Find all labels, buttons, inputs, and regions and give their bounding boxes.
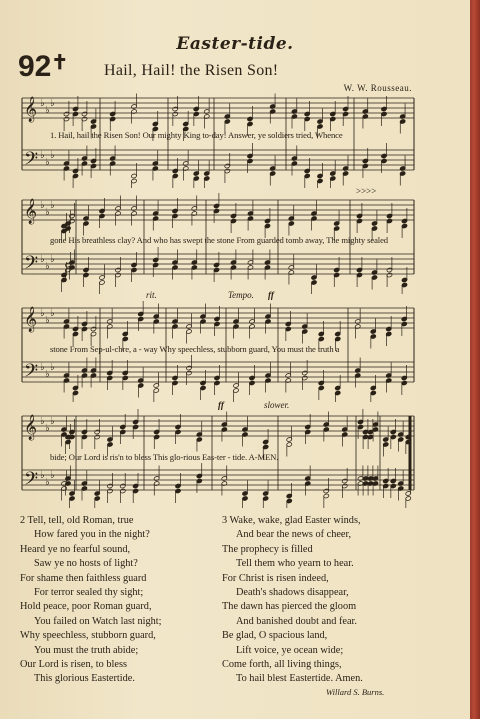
verse-line: How fared you in the night? — [34, 529, 150, 541]
hymn-number: 92✝ — [18, 50, 69, 83]
svg-text:𝄢: 𝄢 — [24, 149, 39, 174]
verse-line: You must the truth abide; — [34, 644, 139, 656]
verse-line: The prophecy is filled — [222, 543, 313, 555]
dynamic-ff: ff — [218, 400, 224, 410]
svg-text:♭: ♭ — [45, 423, 50, 434]
verse-line: This glorious Eastertide. — [34, 673, 135, 685]
svg-text:𝄢: 𝄢 — [24, 469, 39, 494]
svg-text:♭: ♭ — [40, 308, 45, 319]
music-notation — [16, 92, 420, 188]
svg-text:♭: ♭ — [50, 470, 55, 481]
verse-line: 3 Wake, wake, glad Easter winds, — [222, 515, 361, 526]
svg-text:♭: ♭ — [50, 416, 55, 427]
svg-text:♭: ♭ — [45, 369, 50, 380]
tempo-marking: Tempo. — [228, 290, 254, 300]
verse-line: To hail blest Eastertide. Amen. — [236, 673, 363, 685]
svg-text:𝄞: 𝄞 — [24, 199, 38, 224]
verse-line: And banished doubt and fear. — [236, 615, 357, 627]
verse-line: The dawn has pierced the gloom — [222, 601, 357, 613]
svg-text:𝄢: 𝄢 — [24, 253, 39, 278]
svg-text:♭: ♭ — [50, 98, 55, 109]
hymn-title: Hail, Hail! the Risen Son! — [104, 62, 279, 79]
svg-text:♭: ♭ — [40, 200, 45, 211]
svg-text:♭: ♭ — [40, 470, 45, 481]
verse-line: Come forth, all living things, — [222, 658, 342, 670]
verse-line: Heard ye no fearful sound, — [20, 543, 131, 555]
svg-text:♭: ♭ — [50, 150, 55, 161]
svg-text:𝄞: 𝄞 — [24, 415, 38, 440]
svg-text:𝄞: 𝄞 — [24, 307, 38, 332]
verse-3 — [222, 514, 363, 687]
svg-text:♭: ♭ — [50, 308, 55, 319]
slower-marking: slower. — [264, 400, 290, 410]
verse-line: For shame then faithless guard — [20, 572, 147, 584]
music-system-4 — [16, 400, 420, 508]
music-system-2 — [16, 186, 420, 294]
verse-line: Death's shadows disappear, — [236, 586, 349, 598]
page-edge — [470, 0, 480, 719]
verse-line: For terror sealed thy sight; — [34, 586, 144, 598]
verse-2 — [20, 514, 162, 687]
verse-line: Hold peace, poor Roman guard, — [20, 601, 152, 613]
verse-line: Why speechless, stubborn guard, — [20, 630, 156, 642]
music-system-1 — [16, 92, 420, 188]
verse-line: Lift voice, ye ocean wide; — [236, 644, 344, 656]
svg-text:♭: ♭ — [50, 200, 55, 211]
svg-text:♭: ♭ — [45, 207, 50, 218]
music-system-3 — [16, 290, 420, 402]
svg-text:♭: ♭ — [40, 254, 45, 265]
svg-text:♭: ♭ — [45, 315, 50, 326]
lyric-line-3: stone From Sep-ul-chre, a - way Why speechless, stubborn guard, You must the truth a — [50, 344, 340, 354]
verse-line: Be glad, O spacious land, — [222, 630, 328, 642]
svg-text:♭: ♭ — [40, 362, 45, 373]
lyric-line-2: gone His breathless clay? And who has swept the stone From guarded tomb away, The mighty sealed — [50, 235, 388, 245]
section-title: Easter-tide. — [176, 34, 294, 54]
svg-text:♭: ♭ — [50, 254, 55, 265]
svg-text:♭: ♭ — [40, 150, 45, 161]
author-attribution: Willard S. Burns. — [326, 687, 385, 697]
verse-line: For Christ is risen indeed, — [222, 572, 329, 584]
dynamic-ff: ff — [268, 290, 274, 300]
verse-line: Tell them who yearn to hear. — [236, 558, 354, 570]
svg-text:𝄢: 𝄢 — [24, 361, 39, 386]
svg-text:♭: ♭ — [45, 157, 50, 168]
verse-line: You failed on Watch last night; — [34, 615, 162, 627]
svg-text:♭: ♭ — [45, 261, 50, 272]
svg-text:♭: ♭ — [40, 416, 45, 427]
verse-line: Our Lord is risen, to bless — [20, 658, 127, 670]
lyric-line-1: 1. Hail, hail the Risen Son! Our mighty King to-day! Answer, ye soldiers tried, Whence — [50, 130, 343, 140]
svg-text:♭: ♭ — [45, 105, 50, 116]
svg-text:♭: ♭ — [50, 362, 55, 373]
svg-text:𝄞: 𝄞 — [24, 97, 38, 122]
accent-marks: >>>> — [356, 186, 377, 196]
svg-text:♭: ♭ — [40, 98, 45, 109]
verse-line: And bear the news of cheer, — [236, 529, 352, 541]
lyric-line-4: bide; Our Lord is ris'n to bless This glo-rious Eas-ter - tide. A-MEN. — [50, 452, 279, 462]
verse-line: Saw ye no hosts of light? — [34, 558, 138, 570]
svg-text:♭: ♭ — [45, 477, 50, 488]
verse-line: 2 Tell, tell, old Roman, true — [20, 515, 134, 526]
rit-marking: rit. — [146, 290, 157, 300]
composer-credit: W. W. Rousseau. — [343, 83, 412, 93]
